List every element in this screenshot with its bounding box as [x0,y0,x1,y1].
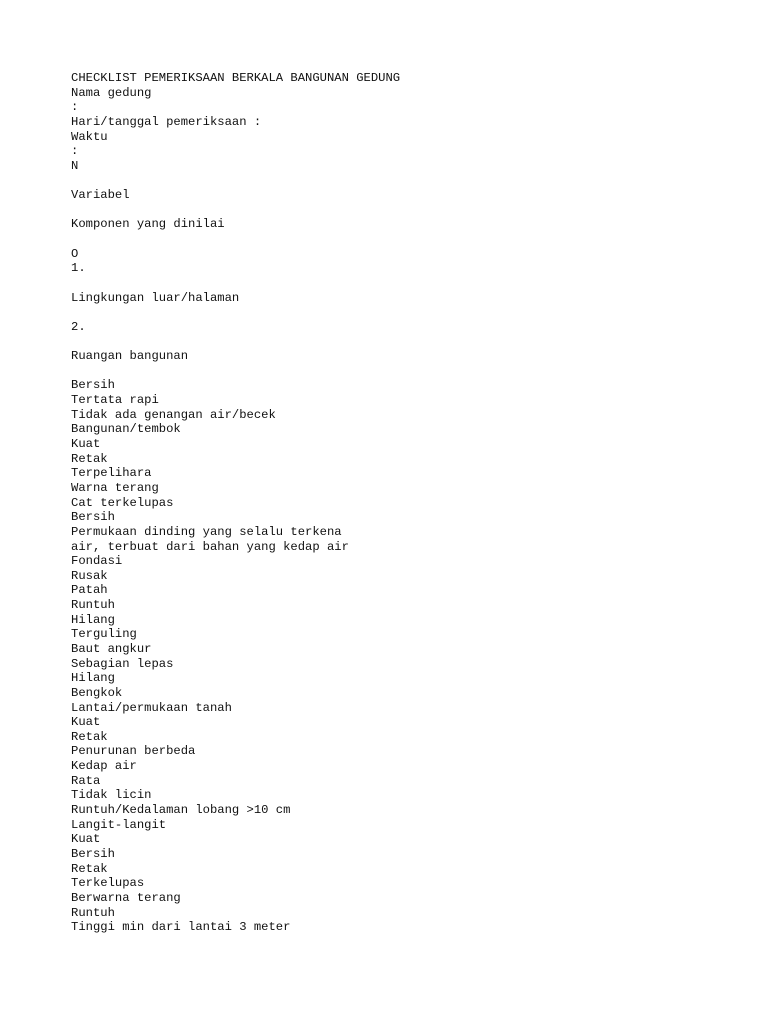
document-line: Lingkungan luar/halaman [71,290,240,305]
document-line: Berwarna terang [71,890,181,905]
document-line: Tidak licin [71,788,152,803]
document-line: Retak [71,861,108,876]
document-line: Patah [71,583,108,598]
document-line: Ruangan bangunan [71,349,189,364]
document-line: 1. [71,261,86,276]
document-line: Hilang [71,671,115,686]
document-line: Kuat [71,832,101,847]
document-title: CHECKLIST PEMERIKSAAN BERKALA BANGUNAN GEDUNG [71,71,401,85]
document-line: O [71,246,79,261]
document-line [71,232,731,247]
document-line: Bersih [71,846,115,861]
document-line [71,276,731,291]
document-line: Baut angkur [71,641,152,656]
document-line: Waktu [71,129,108,144]
document-line: N [71,158,79,173]
document-line: Bangunan/tembok [71,422,181,437]
document-line: Lantai/permukaan tanah [71,700,232,715]
document-line [71,203,731,218]
document-line: : [71,100,79,115]
document-line: Sebagian lepas [71,656,174,671]
document-line: Rata [71,773,101,788]
document-line: Bengkok [71,685,123,700]
document-line: Terpelihara [71,466,152,481]
document-line: Cat terkelupas [71,495,174,510]
document-line: Tidak ada genangan air/becek [71,407,276,422]
document-line: Terkelupas [71,876,145,891]
document-line: Bersih [71,378,115,393]
document-line: Tertata rapi [71,393,159,408]
document-line [71,305,731,320]
document-line: Variabel [71,188,130,203]
document-line: Terguling [71,627,137,642]
document-line: Permukaan dinding yang selalu terkena [71,524,342,539]
document-line: Penurunan berbeda [71,744,196,759]
document-line: Nama gedung [71,85,152,100]
document-line: Langit-langit [71,817,167,832]
document-line: : [71,144,79,159]
document-line: Komponen yang dinilai [71,217,225,232]
document-line [71,335,731,350]
document-line: Kuat [71,715,101,730]
document-line: Warna terang [71,480,159,495]
document-line [71,173,731,188]
document-line: Fondasi [71,554,123,569]
checklist-document [71,71,731,935]
document-line: Rusak [71,568,108,583]
document-line: Runtuh/Kedalaman lobang >10 cm [71,803,291,818]
document-line: Kuat [71,437,101,452]
document-line: Runtuh [71,905,115,920]
document-line: Runtuh [71,598,115,613]
document-line: 2. [71,319,86,334]
document-line [71,364,731,379]
document-line: Bersih [71,510,115,525]
document-line: Hari/tanggal pemeriksaan : [71,114,262,129]
document-line: Retak [71,729,108,744]
document-line: air, terbuat dari bahan yang kedap air [71,539,349,554]
document-line: Tinggi min dari lantai 3 meter [71,920,291,935]
document-line: Retak [71,451,108,466]
document-line: Kedap air [71,759,137,774]
document-line: Hilang [71,612,115,627]
